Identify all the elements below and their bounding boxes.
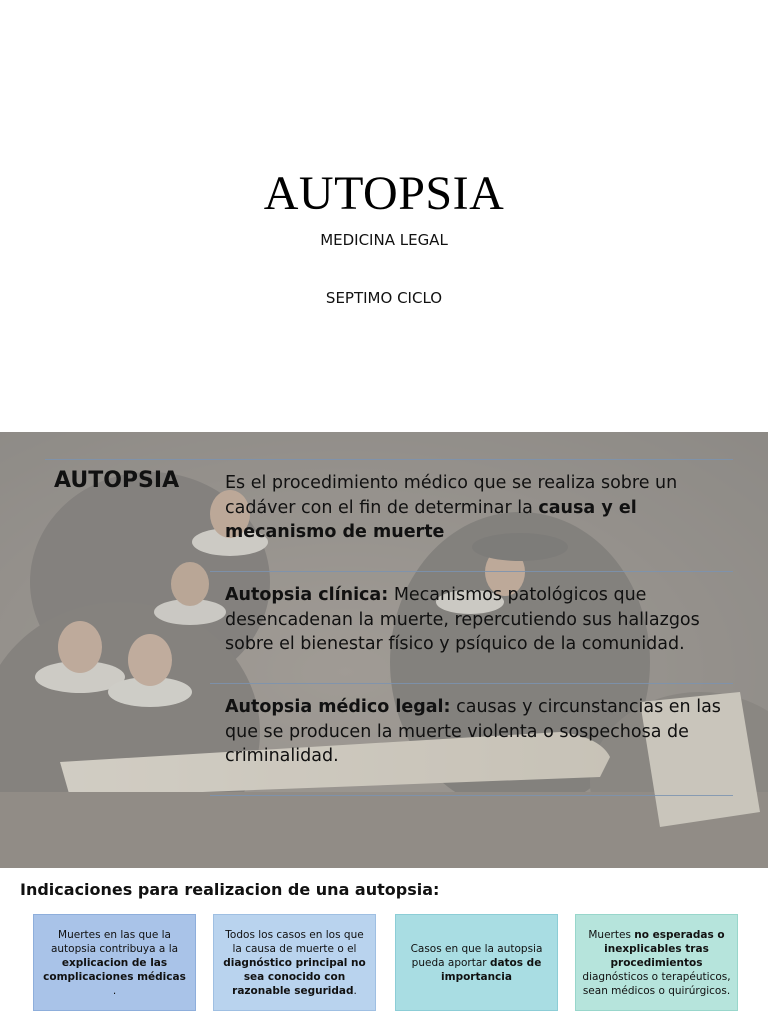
box-1-bold: explicacion de las complicaciones médicas (43, 956, 186, 983)
slide-cycle: SEPTIMO CICLO (325, 289, 443, 307)
box-3-bold: datos de importancia (441, 956, 542, 983)
indication-box-4-text (582, 928, 731, 998)
box-4-text-a: Muertes (588, 928, 635, 941)
legal-autopsy-text (225, 695, 725, 769)
indication-box-3-text (402, 942, 551, 984)
title-slide (0, 0, 768, 432)
clinical-body: Mecanismos patológicos que desencadenan la muerte, repercutiendo sus hallazgos sobre el bienestar físico y psíquico de la comunidad. (225, 585, 700, 654)
definition-body: Es el procedimiento médico que se realiza sobre un cadáver con el fin de determinar la (225, 473, 678, 518)
definition-slide (0, 432, 768, 868)
box-4-text-b: diagnósticos o terapéuticos, sean médicos o quirúrgicos. (582, 970, 731, 997)
indication-box-4 (575, 914, 738, 1011)
box-4-bold: no esperadas o inexplicables tras procedimientos (604, 928, 725, 969)
indication-box-2-text (220, 928, 369, 998)
slide-title: AUTOPSIA (263, 167, 505, 220)
definition-emphasis: causa y el mecanismo de muerte (225, 497, 637, 542)
box-3-text-a: Casos en que la autopsia pueda aportar (410, 942, 543, 969)
box-2-text-a: Todos los casos en los que la causa de muerte o el (225, 928, 364, 955)
box-1-text-a: Muertes en las que la autopsia contribuya a la (50, 928, 179, 955)
indication-box-2 (213, 914, 376, 1011)
definition-text (225, 471, 725, 545)
divider-top (45, 459, 733, 460)
legal-label: Autopsia médico legal: (225, 697, 451, 717)
divider-3 (210, 795, 733, 796)
section-heading: AUTOPSIA (54, 468, 180, 493)
indication-box-3 (395, 914, 558, 1011)
indication-box-1-text (40, 928, 189, 998)
box-2-text-b: . (353, 984, 357, 997)
box-2-bold: diagnóstico principal no sea conocido con razonable seguridad (223, 956, 366, 997)
clinical-label: Autopsia clínica: (225, 585, 389, 605)
clinical-autopsy-text (225, 583, 725, 657)
indication-box-1 (33, 914, 196, 1011)
slide-subtitle: MEDICINA LEGAL (320, 231, 448, 249)
box-1-text-b: . (112, 984, 117, 997)
divider-2 (210, 683, 733, 684)
indications-title: Indicaciones para realizacion de una autopsia: (20, 880, 440, 899)
legal-body: causas y circunstancias en las que se producen la muerte violenta o sospechosa de criminalidad. (225, 697, 721, 766)
divider-1 (210, 571, 733, 572)
indications-slide (0, 868, 768, 1024)
